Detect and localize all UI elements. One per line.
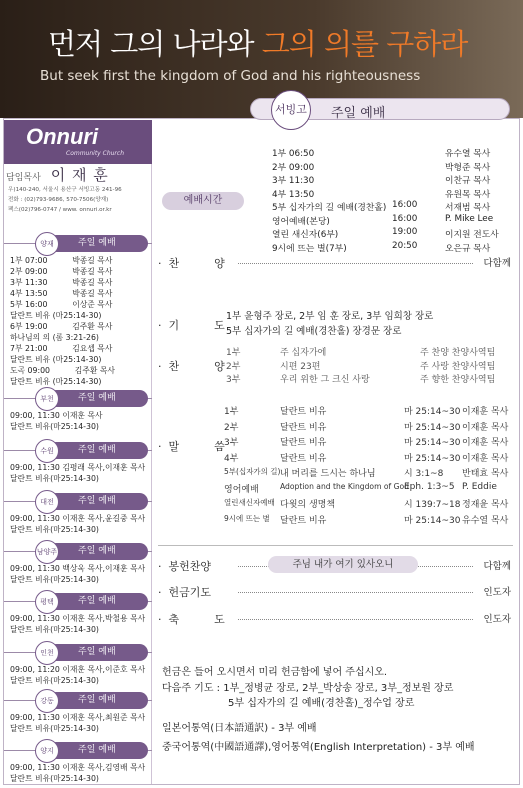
campus-badge: 수원 bbox=[35, 439, 59, 463]
leader-dots bbox=[238, 592, 473, 593]
sidebar-section-body: 09:00, 11:30 이재훈 목사,최원준 목사 달란트 비유(마25:14-30) bbox=[10, 713, 146, 733]
service-time-p: 오은규 목사 bbox=[445, 243, 491, 254]
pastor-name: 이 재 훈 bbox=[50, 166, 109, 184]
leader-dots bbox=[238, 619, 473, 620]
sidebar-section-header bbox=[4, 543, 152, 561]
offer-prayer-leader: 인도자 bbox=[483, 587, 511, 598]
sermon-s: 1부 bbox=[224, 407, 239, 417]
sermon-t: 내 머리를 드시는 하나님 bbox=[280, 469, 376, 479]
service-time-s: 5부 십자가의 길 예배(경찬홀) bbox=[272, 203, 387, 213]
sidebar-section-header bbox=[4, 442, 152, 460]
offer-label: · 봉헌찬양 bbox=[158, 560, 211, 573]
sermon-t: 달란트 비유 bbox=[280, 422, 327, 433]
japanese-interpretation: 일본어통역(日本語通訳) - 3부 예배 bbox=[162, 723, 317, 734]
sidebar-section-body: 09:00, 11:30 이재훈 목사 달란트 비유(마25:14-30) bbox=[10, 411, 103, 431]
campus-badge: 인천 bbox=[35, 641, 59, 665]
sidebar-section-body: 1부 07:00 박종길 목사 2부 09:00 박종길 목사 3부 11:30 박종길 목사 4부 13:50 박종길 목사 5부 16:00 이상준 목사 달란트 비유 (마25:14-30) 6부 19:00 김주환 목사 하나님의 의 (롬 3:21-26) 7부 21:00 김요셉 목사 달란트 비유 (마25:14-30) 도곡 09:00 김주환 목사 달란트 비유 (마25:14-30) bbox=[10, 256, 115, 386]
church-address bbox=[8, 185, 122, 215]
phone-line: 전화 : (02)793-9686, 570-7506(양재) bbox=[8, 197, 109, 203]
offering-note: 헌금은 들어 오시면서 미리 헌금함에 넣어 주십시오. bbox=[162, 667, 388, 678]
campus-badge: 양지 bbox=[35, 739, 59, 763]
prayer-label: · 기 도 bbox=[158, 319, 225, 332]
service-time-s: 열린 새신자(6부) bbox=[272, 230, 339, 240]
benediction-row bbox=[158, 611, 513, 625]
pastor-label: 담임목사 bbox=[6, 173, 41, 183]
campus-badge: 강동 bbox=[35, 689, 59, 713]
sidebar-section-body: 09:00, 11:30 김평래 목사,이재훈 목사 달란트 비유(마25:14-30) bbox=[10, 463, 146, 483]
service-time-p: P. Mike Lee bbox=[445, 213, 494, 224]
location-badge: 서빙고 bbox=[271, 90, 311, 130]
sermon-p: 반태효 목사 bbox=[462, 469, 509, 479]
sidebar-section-header bbox=[4, 493, 152, 511]
campus-badge: 평택 bbox=[35, 590, 59, 614]
sidebar-section-body: 09:00, 11:30 이재훈 목사,윤길중 목사 달란트 비유(마25:14-30) bbox=[10, 514, 146, 534]
service-time-p: 이찬규 목사 bbox=[445, 176, 491, 186]
service-time-t: 16:00 bbox=[392, 213, 418, 224]
sidebar-section-body: 09:00, 11:20 이재훈 목사,이준호 목사 달란트 비유(마25:14-30) bbox=[10, 665, 146, 685]
logo-text: Onnuri bbox=[26, 124, 99, 149]
banner-title bbox=[48, 22, 467, 63]
service-time-s: 3부 11:30 bbox=[272, 176, 315, 186]
section-title: 주일 예배 bbox=[48, 442, 148, 459]
sidebar-section-header bbox=[4, 593, 152, 611]
banner-title-a: 먼저 그의 나라와 bbox=[48, 27, 262, 61]
sermon-s: 5부(십자가의 길) bbox=[224, 467, 281, 476]
choir-c: 주 향한 찬양사역팀 bbox=[420, 375, 496, 385]
sermon-s: 열린새신자예배 bbox=[224, 498, 275, 507]
sidebar-section-header bbox=[4, 644, 152, 662]
service-time-s: 영어예배(본당) bbox=[272, 216, 330, 227]
service-time-s: 9시에 뜨는 별(7부) bbox=[272, 243, 347, 254]
campus-badge: 부천 bbox=[35, 387, 59, 411]
logo-subtext: Community Church bbox=[66, 150, 124, 157]
sidebar-section-header bbox=[4, 390, 152, 408]
sermon-t: 달란트 비유 bbox=[280, 453, 327, 464]
sermon-v: 시 139:7~18 bbox=[404, 500, 461, 510]
section-title: 주일 예배 bbox=[48, 390, 148, 407]
service-time-t: 16:00 bbox=[392, 200, 418, 210]
service-time-p: 박형준 목사 bbox=[445, 162, 491, 173]
service-time-badge: 예배시간 bbox=[162, 192, 244, 210]
offer-leader: 다함께 bbox=[483, 561, 511, 572]
choir-t: 우리 위한 그 크신 사랑 bbox=[280, 375, 370, 385]
sidebar-section-header bbox=[4, 742, 152, 760]
offer-prayer-row bbox=[158, 584, 513, 598]
choir-c: 주 사랑 찬양사역팀 bbox=[420, 361, 496, 372]
sidebar-section-header bbox=[4, 235, 152, 253]
fax-web-line: 팩스(02)796-0747 / www. onnuri.or.kr bbox=[8, 207, 112, 213]
sermon-s: 영어예배 bbox=[224, 484, 259, 495]
prayer-line-2: 5부 십자가의 길 예배(경찬홀) 장경문 장로 bbox=[226, 326, 402, 337]
choir-t: 주 십자가에 bbox=[280, 348, 327, 358]
service-time-p: 유원목 목사 bbox=[445, 189, 491, 200]
sermon-p: 이재훈 목사 bbox=[462, 422, 509, 433]
campus-badge: 양재 bbox=[35, 232, 59, 256]
sermon-v: 시 3:1~8 bbox=[404, 469, 444, 479]
sermon-p: 이재훈 목사 bbox=[462, 453, 509, 464]
hymn-row bbox=[158, 255, 513, 269]
divider bbox=[158, 545, 513, 546]
hymn-label: · 찬 양 bbox=[158, 257, 225, 270]
sermon-v: 마 25:14~30 bbox=[404, 422, 461, 433]
section-title: 주일 예배 bbox=[48, 742, 148, 759]
sermon-v: 마 25:14~30 bbox=[404, 438, 461, 448]
campus-badge: 남양주 bbox=[35, 540, 59, 564]
offer-song: 주님 내가 여기 있사오니 bbox=[268, 556, 418, 573]
sermon-v: 마 25:14~30 bbox=[404, 515, 461, 526]
service-time-s: 2부 09:00 bbox=[272, 162, 315, 173]
service-time-p: 유수열 목사 bbox=[445, 149, 491, 159]
choir-c: 주 찬양 찬양사역팀 bbox=[420, 348, 496, 358]
service-time-s: 4부 13:50 bbox=[272, 189, 315, 200]
service-time-p: 서재범 목사 bbox=[445, 203, 491, 213]
sermon-s: 3부 bbox=[224, 438, 239, 448]
chinese-english-interpretation: 중국어통역(中國語通譯),영어통역(English Interpretation) - 3부 예배 bbox=[162, 742, 475, 753]
banner-title-highlight: 그의 의를 구하라 bbox=[261, 27, 468, 61]
offer-prayer-label: · 헌금기도 bbox=[158, 586, 211, 599]
sermon-v: 마 25:14~30 bbox=[404, 407, 461, 417]
sermon-t: 달란트 비유 bbox=[280, 515, 327, 526]
sermon-t: 달란트 비유 bbox=[280, 438, 327, 448]
church-logo bbox=[4, 120, 152, 164]
sermon-v: Eph. 1:3~5 bbox=[404, 481, 455, 492]
choir-s: 2부 bbox=[226, 361, 241, 372]
sidebar-section-body: 09:00, 11:30 이재훈 목사,김영배 목사 달란트 비유(마25:14-30) bbox=[10, 763, 146, 783]
choir-t: 시편 23편 bbox=[280, 361, 321, 372]
sermon-p: 이재훈 목사 bbox=[462, 438, 509, 448]
sermon-t: 달란트 비유 bbox=[280, 407, 327, 417]
sermon-v: 마 25:14~30 bbox=[404, 453, 461, 464]
address-line: 우)140-240, 서울시 용산구 서빙고동 241-96 bbox=[8, 187, 122, 193]
choir-s: 3부 bbox=[226, 375, 241, 385]
benediction-label: · 축 도 bbox=[158, 613, 225, 626]
sidebar-section-body: 09:00, 11:30 백상욱 목사,이재훈 목사 달란트 비유(마25:14-30) bbox=[10, 564, 146, 584]
service-time-s: 1부 06:50 bbox=[272, 149, 315, 159]
sidebar-section-header bbox=[4, 692, 152, 710]
section-title: 주일 예배 bbox=[48, 692, 148, 709]
leader-dots bbox=[238, 263, 473, 264]
section-title: 주일 예배 bbox=[48, 644, 148, 661]
choir-label: · 찬 양 bbox=[158, 360, 225, 373]
choir-s: 1부 bbox=[226, 348, 241, 358]
hymn-leader: 다함께 bbox=[483, 258, 511, 269]
banner-subtitle: But seek first the kingdom of God and his righteousness bbox=[40, 68, 421, 84]
senior-pastor bbox=[6, 164, 109, 185]
section-title: 주일 예배 bbox=[48, 593, 148, 610]
benediction-leader: 인도자 bbox=[483, 614, 511, 625]
sermon-t: 다윗의 생명책 bbox=[280, 500, 336, 510]
sermon-s: 4부 bbox=[224, 453, 239, 464]
main-title bbox=[250, 98, 510, 120]
sermon-p: 정재윤 목사 bbox=[462, 500, 509, 510]
service-time-t: 19:00 bbox=[392, 227, 418, 237]
sermon-p: 유수열 목사 bbox=[462, 515, 509, 526]
main-title-label: 주일 예배 bbox=[331, 106, 386, 121]
service-time-t: 20:50 bbox=[392, 240, 418, 251]
section-title: 주일 예배 bbox=[48, 235, 148, 252]
sermon-s: 2부 bbox=[224, 422, 239, 433]
sidebar-section-body: 09:00, 11:30 이재훈 목사,박철용 목사 달란트 비유(마25:14-30) bbox=[10, 614, 146, 634]
section-title: 주일 예배 bbox=[48, 493, 148, 510]
sermon-label: · 말 씀 bbox=[158, 440, 225, 453]
next-week-prayer: 다음주 기도 : 1부_정병균 장로, 2부_박상송 장로, 3부_정보원 장로 bbox=[162, 683, 454, 694]
sermon-p: 이재훈 목사 bbox=[462, 407, 509, 417]
prayer-line-1: 1부 윤형주 장로, 2부 임 훈 장로, 3부 임희창 장로 bbox=[226, 311, 434, 322]
sermon-p: P. Eddie bbox=[462, 481, 497, 492]
section-title: 주일 예배 bbox=[48, 543, 148, 560]
campus-badge: 대전 bbox=[35, 490, 59, 514]
next-week-prayer-5: 5부 십자가의 길 예배(경찬홀)_정수업 장로 bbox=[228, 698, 415, 709]
sermon-s: 9시에 뜨는 별 bbox=[224, 513, 270, 523]
sermon-t: Adoption and the Kingdom of God bbox=[280, 481, 409, 491]
service-time-p: 이지원 전도사 bbox=[445, 230, 499, 240]
